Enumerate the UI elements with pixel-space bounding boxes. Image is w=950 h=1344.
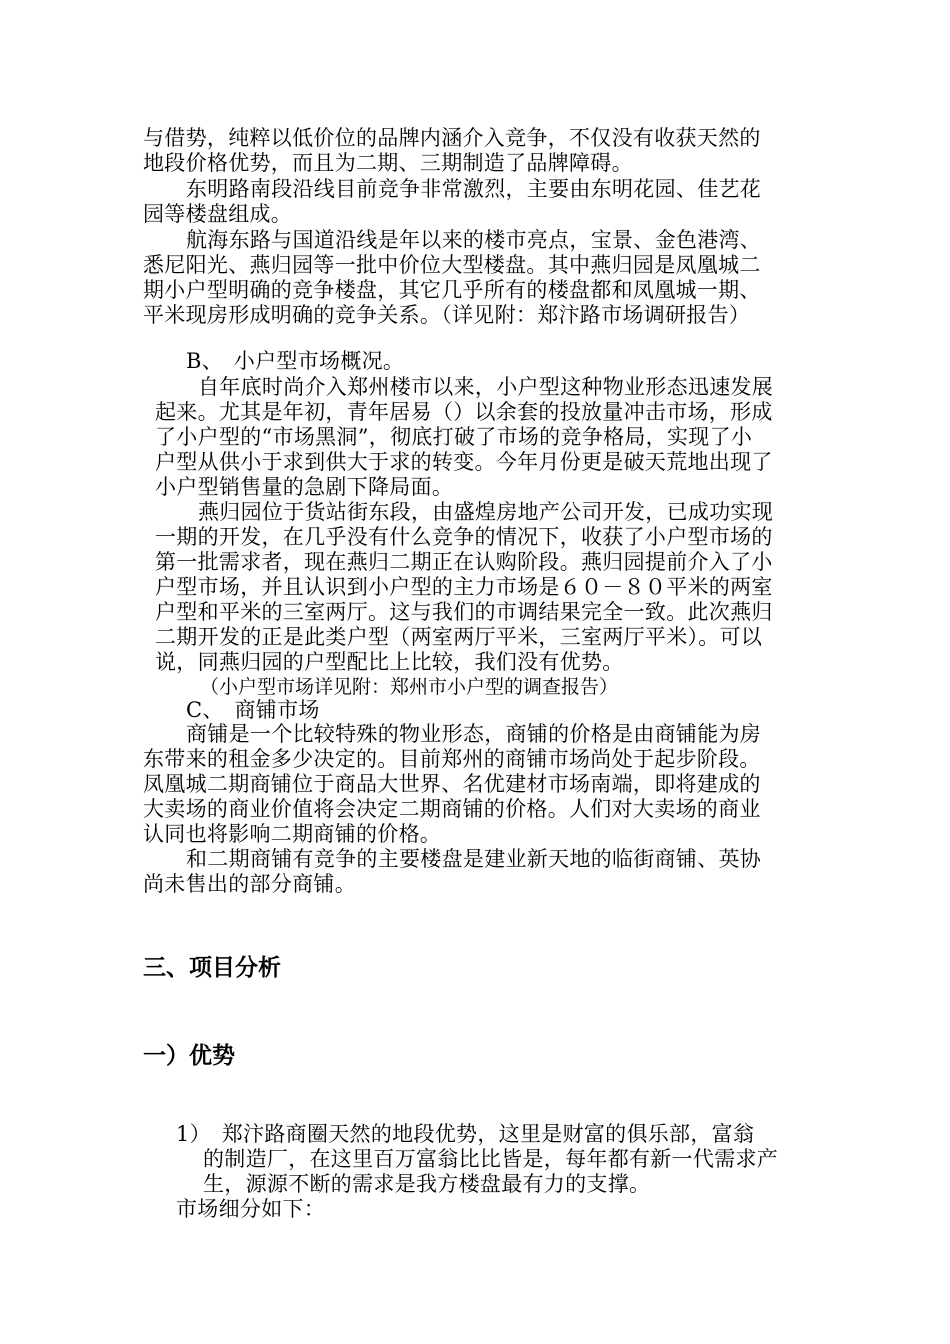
text-line: 自年底时尚介入郑州楼市以来，小户型这种物业形态迅速发展	[198, 375, 774, 399]
text-line: 户型和平米的三室两厅。这与我们的市调结果完全一致。此次燕归	[155, 600, 773, 624]
text-line: 第一批需求者，现在燕归二期正在认购阶段。燕归园提前介入了小	[155, 550, 773, 574]
text-line: 东带来的租金多少决定的。目前郑州的商铺市场尚处于起步阶段。	[143, 747, 761, 771]
text-line: 起来。尤其是年初，青年居易（）以余套的投放量冲击市场，形成	[155, 400, 773, 424]
heading-project-analysis: 三、项目分析	[143, 955, 281, 981]
text-line: 二期开发的正是此类户型（两室两厅平米，三室两厅平米）。可以	[155, 625, 763, 649]
text-line: 和二期商铺有竞争的主要楼盘是建业新天地的临街商铺、英协	[186, 847, 762, 871]
text-line: 一期的开发，在几乎没有什么竞争的情况下，收获了小户型市场的	[155, 525, 773, 549]
text-line: 地段价格优势，而且为二期、三期制造了品牌障碍。	[143, 151, 633, 175]
list-item-line: 的制造厂，在这里百万富翁比比皆是，每年都有新一代需求产	[203, 1147, 779, 1171]
market-segment-label: 市场细分如下：	[176, 1197, 326, 1221]
text-line: 户型市场，并且认识到小户型的主力市场是６０－８０平米的两室	[155, 575, 773, 599]
text-line: 悉尼阳光、燕归园等一批中价位大型楼盘。其中燕归园是凤凰城二	[143, 253, 761, 277]
text-line: 平米现房形成明确的竞争关系。（详见附：郑汴路市场调研报告）	[143, 303, 751, 327]
text-line: 户型从供小于求到供大于求的转变。今年月份更是破天荒地出现了	[155, 450, 773, 474]
text-line: 期小户型明确的竞争楼盘，其它几乎所有的楼盘都和凤凰城一期、	[143, 278, 761, 302]
section-heading-b: B、 小户型市场概况。	[186, 349, 405, 373]
text-line: 商铺是一个比较特殊的物业形态，商铺的价格是由商铺能为房	[186, 722, 762, 746]
reference-note: （小户型市场详见附：郑州市小户型的调查报告）	[200, 676, 619, 698]
text-line: 说，同燕归园的户型配比上比较，我们没有优势。	[155, 650, 624, 674]
text-line: 小户型销售量的急剧下降局面。	[155, 475, 454, 499]
text-line: 大卖场的商业价值将会决定二期商铺的价格。人们对大卖场的商业	[143, 797, 761, 821]
text-line: 东明路南段沿线目前竞争非常激烈，主要由东明花园、佳艺花	[186, 177, 762, 201]
text-line: 凤凰城二期商铺位于商品大世界、名优建材市场南端，即将建成的	[143, 772, 761, 796]
text-line: 航海东路与国道沿线是年以来的楼市亮点，宝景、金色港湾、	[186, 228, 762, 252]
heading-advantages: 一）优势	[143, 1043, 235, 1069]
list-item-line: 生，源源不断的需求是我方楼盘最有力的支撑。	[203, 1172, 651, 1196]
text-line: 园等楼盘组成。	[143, 202, 293, 226]
text-line: 燕归园位于货站街东段，由盛煌房地产公司开发，已成功实现	[198, 500, 774, 524]
text-line: 与借势，纯粹以低价位的品牌内涵介入竞争，不仅没有收获天然的	[143, 126, 761, 150]
text-line: 尚未售出的部分商铺。	[143, 872, 356, 896]
text-line: 了小户型的“市场黑洞”，彻底打破了市场的竞争格局，实现了小	[155, 425, 753, 449]
text-line: 认同也将影响二期商铺的价格。	[143, 822, 442, 846]
list-item-line: 1） 郑汴路商圈天然的地段优势，这里是财富的俱乐部，富翁	[176, 1122, 755, 1146]
section-heading-c: C、 商铺市场	[186, 698, 320, 722]
